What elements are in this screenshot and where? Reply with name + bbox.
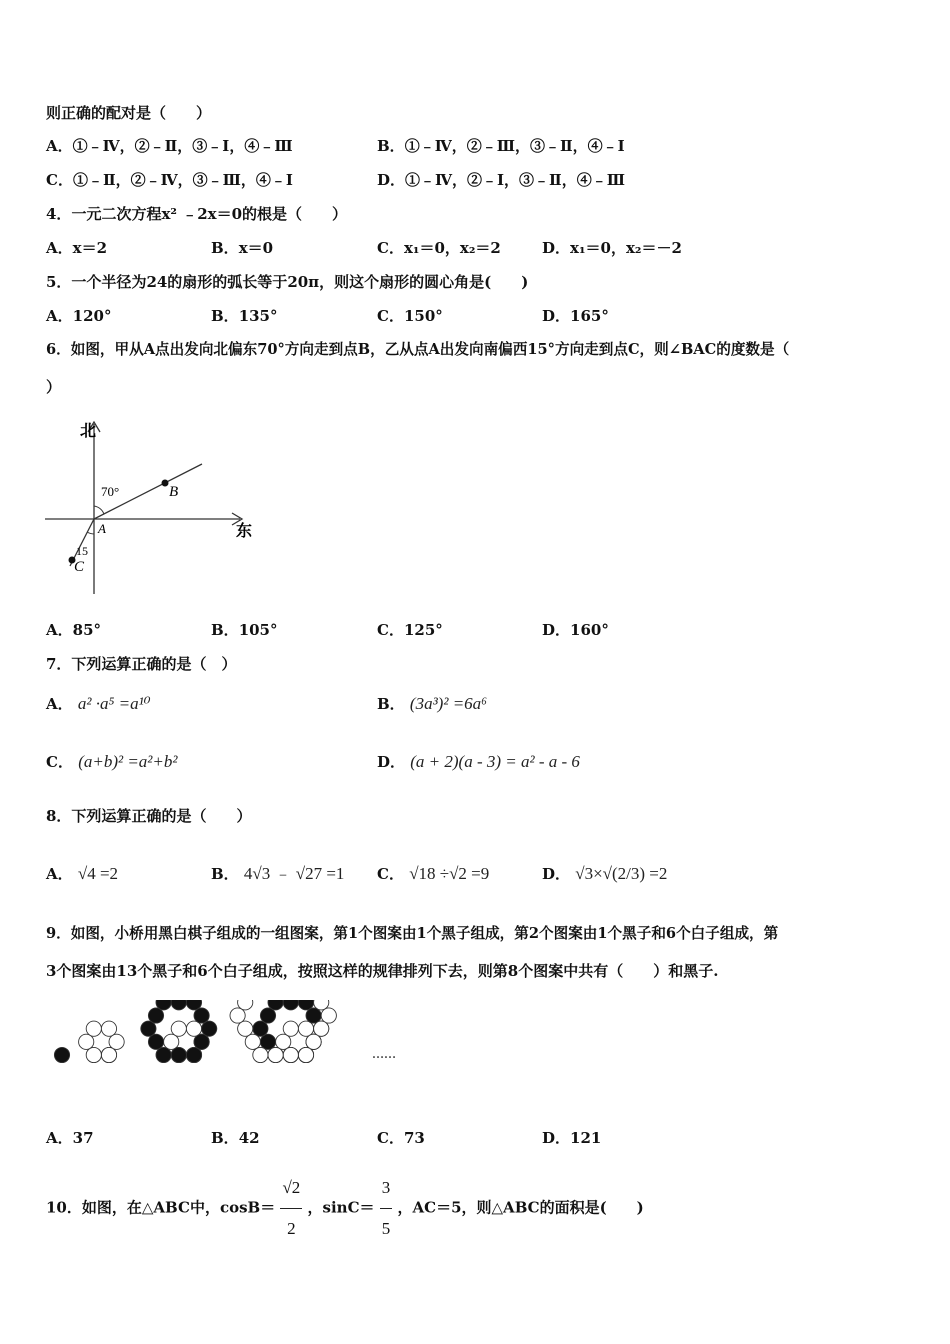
q8-option-b[interactable]: B． 4√3 ﹣ √27 =1 (211, 864, 345, 883)
go-stone-pattern-3 (171, 1000, 186, 1010)
go-stone-pattern-4 (298, 1047, 313, 1062)
go-stone-pattern-3 (194, 1034, 209, 1049)
q4-equation: x² ﹣2x＝0 (161, 205, 243, 223)
go-stone-pattern-3 (164, 1034, 179, 1049)
go-stone-pattern-3 (186, 1021, 201, 1036)
go-stone-pattern-2 (101, 1021, 116, 1036)
q7-option-b[interactable]: B． (3a³)² =6a⁶ (377, 694, 488, 713)
q6-option-b[interactable]: B．105° (211, 621, 278, 639)
q4-option-b[interactable]: B．x＝0 (211, 239, 274, 257)
q8-option-c[interactable]: C． √18 ÷√2 =9 (377, 864, 490, 883)
go-stone-pattern-4 (260, 1034, 275, 1049)
q9-option-d[interactable]: D．121 (542, 1129, 602, 1147)
q3-option-d[interactable]: D．①﹣Ⅳ，②﹣Ⅰ，③﹣Ⅱ，④﹣Ⅲ (377, 171, 625, 189)
q6-direction-figure (40, 414, 265, 599)
q6-option-a[interactable]: A．85° (46, 621, 102, 639)
q8-option-a[interactable]: A． √4 =2 (46, 864, 119, 883)
go-stone-pattern-4 (276, 1034, 291, 1049)
go-stone-pattern-2 (86, 1047, 101, 1062)
q9-go-pattern-figure (46, 1000, 426, 1110)
go-stone-pattern-4 (283, 1021, 298, 1036)
go-stone-pattern-1 (54, 1047, 69, 1062)
q3-stem: 则正确的配对是（ ） (46, 104, 212, 122)
q3-option-a[interactable]: A．①﹣Ⅳ，②﹣Ⅱ，③﹣Ⅰ，④﹣Ⅲ (46, 137, 293, 155)
q5-option-b[interactable]: B．135° (211, 307, 278, 325)
q8-option-d[interactable]: D． √3×√(2/3) =2 (542, 864, 668, 883)
angle-15-label: 15 (76, 544, 88, 558)
cosb-fraction: $\frac{√2}{2}$ (280, 1168, 302, 1249)
go-stone-pattern-3 (148, 1008, 163, 1023)
go-stone-pattern-2 (86, 1021, 101, 1036)
go-stone-pattern-3 (141, 1021, 156, 1036)
go-stone-pattern-4 (260, 1008, 275, 1023)
go-stone-pattern-3 (194, 1008, 209, 1023)
q9-stem-line1: 9．如图，小桥用黑白棋子组成的一组图案，第1个图案由1个黑子组成，第2个图案由1个黑子和6个白子组成，第 (46, 925, 779, 942)
go-stone-pattern-3 (171, 1021, 186, 1036)
go-stone-pattern-4 (245, 1034, 260, 1049)
angle-70-arc (94, 506, 104, 514)
east-label: 东 (236, 523, 253, 540)
angle-70-label: 70° (101, 484, 120, 499)
q10-stem: 10．如图，在△ABC中，cosB＝ $\frac{√2}{2}$ ，sinC＝ $\frac{3}{5}$ ，AC＝5，则△ABC的面积是( ) (46, 1168, 644, 1249)
pattern-ellipsis: …… (372, 1047, 396, 1061)
q4-option-d[interactable]: D．x₁＝0，x₂＝－2 (542, 239, 682, 257)
go-stone-pattern-3 (156, 1047, 171, 1062)
go-stone-pattern-4 (283, 1000, 298, 1010)
q8-stem: 8．下列运算正确的是（ ） (46, 807, 252, 825)
go-stone-pattern-2 (79, 1034, 94, 1049)
q9-option-c[interactable]: C．73 (377, 1129, 425, 1147)
go-stone-pattern-3 (202, 1021, 217, 1036)
q9-option-b[interactable]: B．42 (211, 1129, 260, 1147)
angle-15-arc (87, 532, 94, 534)
north-label: 北 (80, 423, 97, 440)
go-stone-pattern-4 (314, 1021, 329, 1036)
point-b (162, 480, 169, 487)
q7-option-c[interactable]: C． (a+b)² =a²+b² (46, 752, 178, 771)
q5-option-c[interactable]: C．150° (377, 307, 443, 325)
go-stone-pattern-3 (171, 1047, 186, 1062)
go-stone-pattern-4 (253, 1021, 268, 1036)
q6-option-c[interactable]: C．125° (377, 621, 443, 639)
go-stone-pattern-4 (298, 1021, 313, 1036)
go-stone-pattern-4 (306, 1008, 321, 1023)
q5-option-a[interactable]: A．120° (46, 307, 112, 325)
q4-option-a[interactable]: A．x＝2 (46, 239, 108, 257)
go-stone-pattern-4 (321, 1008, 336, 1023)
sinc-fraction: $\frac{3}{5}$ (380, 1168, 393, 1249)
q6-stem-line2: ） (46, 378, 62, 396)
go-stone-pattern-3 (186, 1047, 201, 1062)
go-stone-pattern-4 (268, 1047, 283, 1062)
go-stone-pattern-4 (253, 1047, 268, 1062)
q7-stem: 7．下列运算正确的是（ ） (46, 655, 237, 673)
point-b-label: B (169, 484, 179, 500)
go-stone-pattern-2 (101, 1047, 116, 1062)
q4-option-c[interactable]: C．x₁＝0，x₂＝2 (377, 239, 501, 257)
q7-option-d[interactable]: D． (a + 2)(a - 3) = a² - a - 6 (377, 752, 580, 771)
q7-option-a[interactable]: A． a² ·a⁵ =a¹⁰ (46, 694, 151, 713)
go-stone-pattern-4 (283, 1047, 298, 1062)
q3-option-c[interactable]: C．①﹣Ⅱ，②﹣Ⅳ，③﹣Ⅲ，④﹣Ⅰ (46, 171, 293, 189)
q9-option-a[interactable]: A．37 (46, 1129, 94, 1147)
q3-option-b[interactable]: B．①﹣Ⅳ，②﹣Ⅲ，③﹣Ⅱ，④﹣Ⅰ (377, 137, 625, 155)
go-stone-pattern-4 (230, 1008, 245, 1023)
q5-stem: 5．一个半径为24的扇形的弧长等于20π，则这个扇形的圆心角是( ) (46, 273, 529, 291)
q5-option-d[interactable]: D．165° (542, 307, 609, 325)
point-c-label: C (74, 559, 85, 575)
go-stone-pattern-4 (238, 1021, 253, 1036)
go-stone-pattern-4 (306, 1034, 321, 1049)
q4-stem: 4．一元二次方程x² ﹣2x＝0的根是（ ） (46, 205, 348, 223)
go-stone-pattern-3 (148, 1034, 163, 1049)
q6-option-d[interactable]: D．160° (542, 621, 609, 639)
q9-stem-line2: 3个图案由13个黑子和6个白子组成，按照这样的规律排列下去，则第8个图案中共有（ ）和黑子. (46, 962, 719, 980)
q6-stem-line1: 6．如图，甲从A点出发向北偏东70°方向走到点B，乙从点A出发向南偏西15°方向走到点C，则∠BAC的度数是（ (46, 341, 790, 358)
point-a-label: A (98, 521, 106, 536)
go-stone-pattern-2 (109, 1034, 124, 1049)
